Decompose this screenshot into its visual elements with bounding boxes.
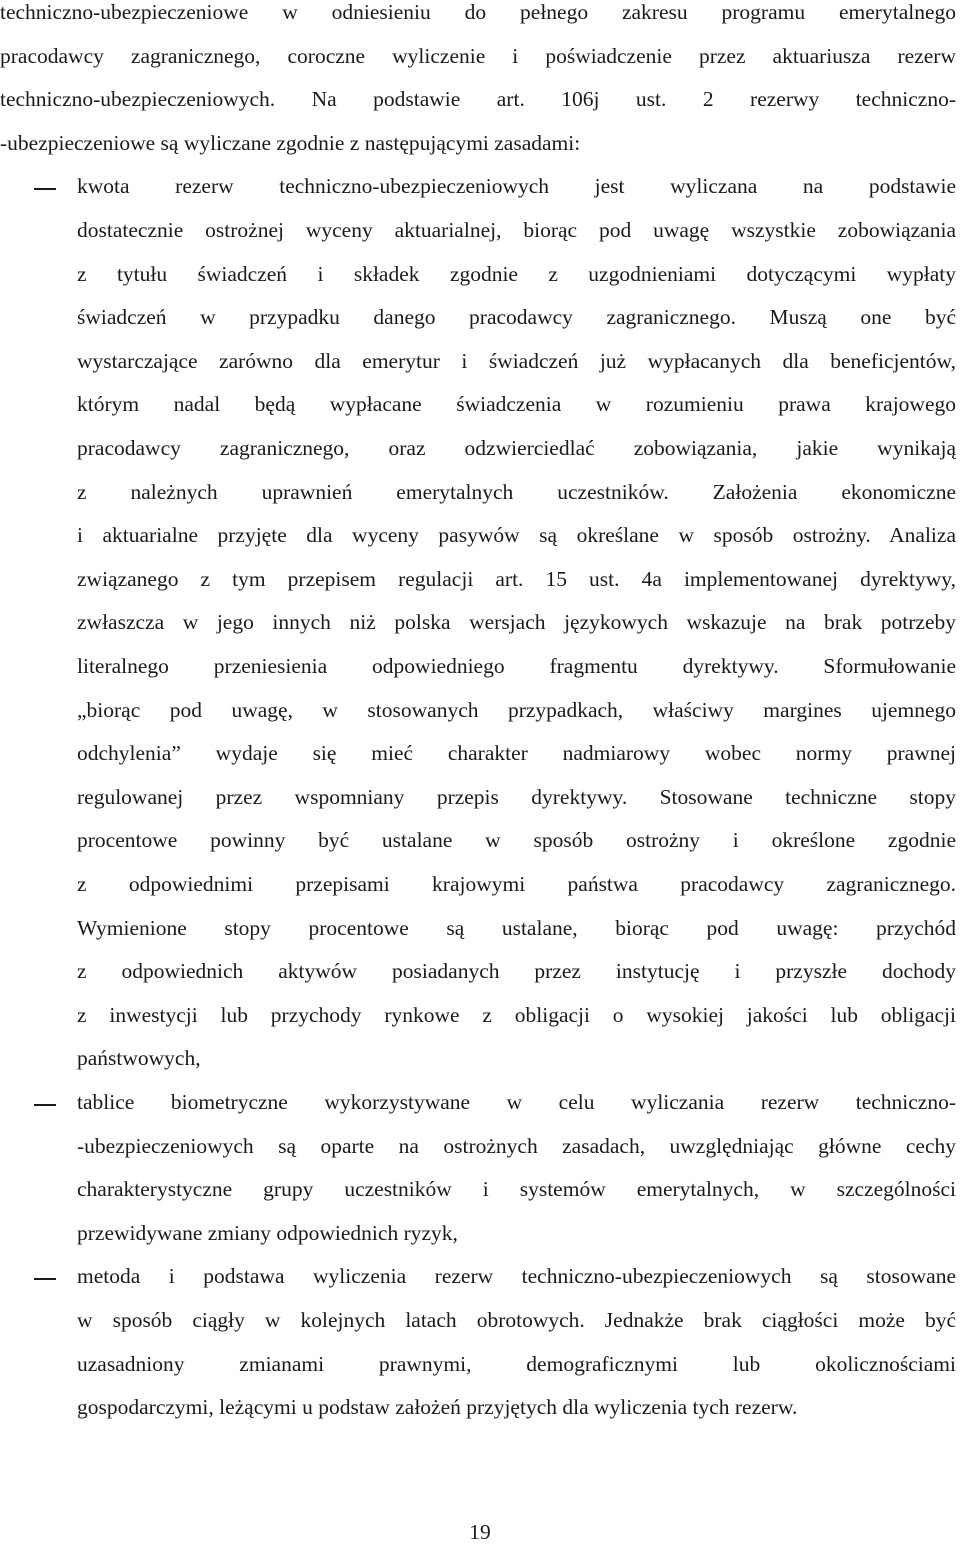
text-line: odchylenia” wydaje się mieć charakter nadmiarowy wobec normy prawnej (77, 743, 956, 766)
text-line: w sposób ciągły w kolejnych latach obrotowych. Jednakże brak ciągłości może być (77, 1310, 956, 1332)
text-line: charakterystyczne grupy uczestników i systemów emerytalnych, w szczególności (77, 1179, 956, 1202)
text-line: procentowe powinny być ustalane w sposób ostrożny i określone zgodnie (77, 830, 956, 853)
text-line: „biorąc pod uwagę, w stosowanych przypadkach, właściwy margines ujemnego (77, 699, 956, 722)
text-line: -ubezpieczeniowe są wyliczane zgodnie z następującymi zasadami: (0, 130, 581, 155)
text-line: z inwestycji lub przychody rynkowe z obligacji o wysokiej jakości lub obligacji (77, 1004, 956, 1027)
text-line: wystarczające zarówno dla emerytur i świadczeń już wypłacanych dla beneficjentów, (77, 350, 956, 373)
text-line: z odpowiednich aktywów posiadanych przez instytucję i przyszłe dochody (77, 961, 956, 984)
text-line: kwota rezerw techniczno-ubezpieczeniowych jest wyliczana na podstawie (77, 176, 956, 199)
text-line: techniczno-ubezpieczeniowych. Na podstawie art. 106j ust. 2 rezerwy techniczno- (0, 89, 956, 112)
text-line: literalnego przeniesienia odpowiedniego fragmentu dyrektywy. Sformułowanie (77, 656, 956, 678)
list-bullet-dash (34, 188, 56, 190)
text-line: metoda i podstawa wyliczenia rezerw techniczno-ubezpieczeniowych są stosowane (77, 1266, 956, 1289)
text-line: dostatecznie ostrożnej wyceny aktuarialnej, biorąc pod uwagę wszystkie zobowiązania (77, 220, 956, 242)
text-line: Wymienione stopy procentowe są ustalane, biorąc pod uwagę: przychód (77, 917, 956, 940)
text-line: zwłaszcza w jego innych niż polska wersjach językowych wskazuje na brak potrzeby (77, 612, 956, 635)
text-line: gospodarczymi, leżącymi u podstaw założeń przyjętych dla wyliczenia tych rezerw. (77, 1395, 798, 1420)
text-line: którym nadal będą wypłacane świadczenia w rozumieniu prawa krajowego (77, 394, 956, 417)
text-line: pracodawcy zagranicznego, oraz odzwierciedlać zobowiązania, jakie wynikają (77, 438, 956, 460)
text-line: przewidywane zmiany odpowiednich ryzyk, (77, 1220, 458, 1245)
text-line: z tytułu świadczeń i składek zgodnie z uzgodnieniami dotyczącymi wypłaty (77, 263, 956, 286)
text-line: z należnych uprawnień emerytalnych uczestników. Założenia ekonomiczne (77, 481, 956, 504)
text-line: tablice biometryczne wykorzystywane w celu wyliczania rezerw techniczno- (77, 1092, 956, 1114)
text-line: -ubezpieczeniowych są oparte na ostrożnych zasadach, uwzględniając główne cechy (77, 1135, 956, 1158)
text-line: państwowych, (77, 1046, 201, 1071)
text-line: regulowanej przez wspomniany przepis dyrektywy. Stosowane techniczne stopy (77, 786, 956, 809)
list-bullet-dash (34, 1278, 56, 1280)
text-line: z odpowiednimi przepisami krajowymi państwa pracodawcy zagranicznego. (77, 874, 956, 896)
text-line: techniczno-ubezpieczeniowe w odniesieniu do pełnego zakresu programu emerytalnego (0, 2, 956, 24)
list-bullet-dash (34, 1104, 56, 1106)
text-line: związanego z tym przepisem regulacji art. 15 ust. 4a implementowanej dyrektywy, (77, 568, 956, 591)
text-line: uzasadniony zmianami prawnymi, demograficznymi lub okolicznościami (77, 1353, 956, 1376)
page-number: 19 (469, 1520, 491, 1544)
text-line: świadczeń w przypadku danego pracodawcy zagranicznego. Muszą one być (77, 307, 956, 330)
text-line: i aktuarialne przyjęte dla wyceny pasywów są określane w sposób ostrożny. Analiza (77, 525, 956, 548)
text-line: pracodawcy zagranicznego, coroczne wyliczenie i poświadczenie przez aktuariusza rezerw (0, 45, 956, 68)
